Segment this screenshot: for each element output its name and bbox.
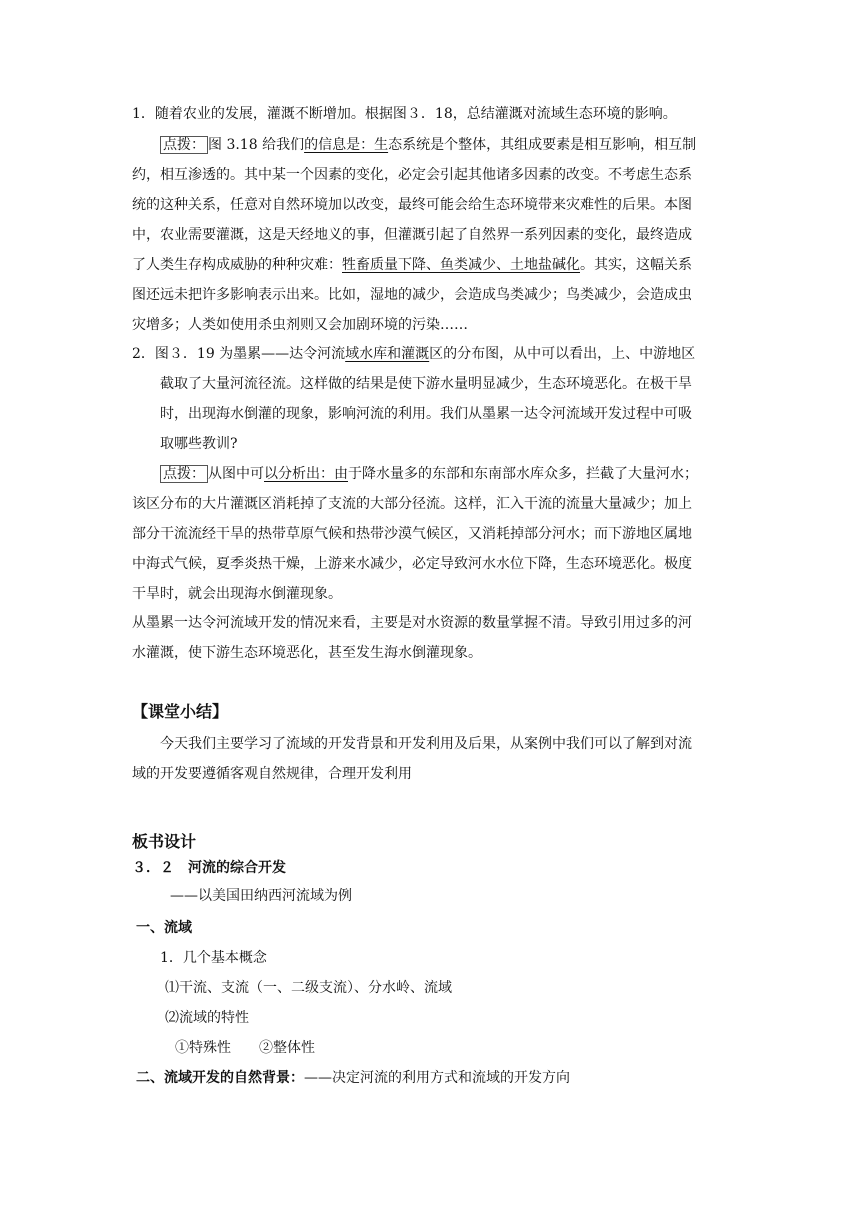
hint-text: 。其实，这幅关系	[580, 257, 692, 273]
hint-2-line-5: 干旱时，就会出现海水倒灌现象。	[132, 586, 342, 602]
question-1: 1．随着农业的发展，灌溉不断增加。根据图３．18，总结灌溉对流域生态环境的影响。	[132, 106, 677, 122]
hint-underlined-text: 的信息是：生	[304, 137, 389, 153]
question-2-line-1	[132, 344, 695, 364]
board-section-1-1-a: ⑴干流、支流（一、二级支流）、分水岭、流域	[165, 980, 452, 996]
hint-2-line-2: 该区分布的大片灌溉区消耗掉了支流的大部分径流。这样，汇入干流的流量大量减少；加上	[132, 496, 692, 512]
hint-2-line-3: 部分干流流经干旱的热带草原气候和热带沙漠气候区，又消耗掉部分河水；而下游地区属地	[132, 526, 692, 542]
hint-1-line-6: 图还远未把许多影响表示出来。比如，湿地的减少，会造成鸟类减少；鸟类减少，会造成虫	[132, 287, 692, 303]
board-section-1-1-b: ⑵流域的特性	[165, 1010, 249, 1026]
hint-1-line-7: 灾增多；人类如使用杀虫剂则又会加剧环境的污染……	[132, 317, 468, 333]
board-section-2	[136, 1068, 570, 1088]
hint-label: 点拨：	[160, 136, 208, 154]
hint-text: 了人类生存构成威胁的种种灾难：	[132, 257, 342, 273]
hint-underlined-text: 以分析出：由	[264, 466, 348, 482]
conclusion-line-1: 从墨累一达令河流域开发的情况来看，主要是对水资源的数量掌握不清。导致引用过多的河	[132, 615, 692, 631]
summary-line-2: 域的开发要遵循客观自然规律，合理开发利用	[132, 766, 412, 782]
question-text: 区的分布图，从中可以看出，上、中游地区	[429, 346, 696, 362]
board-heading: 板书设计	[132, 832, 197, 851]
board-section-1: 一、流域	[136, 920, 192, 936]
hint-1-line-3: 统的这种关系，任意对自然环境加以改变，最终可能会给生态环境带来灾难性的后果。本图	[132, 197, 692, 213]
hint-1-line-2: 约，相互渗透的。其中某一个因素的变化，必定会引起其他诸多因素的改变。不考虑生态系	[132, 167, 692, 183]
question-2-line-4: 取哪些教训?	[160, 436, 238, 452]
hint-underlined-text: 牲畜质量下降、鱼类减少、土地盐碱化	[342, 257, 580, 273]
board-section-1-1: 1．几个基本概念	[160, 950, 267, 966]
board-section-2-text: ——决定河流的利用方式和流域的开发方向	[304, 1070, 570, 1086]
hint-2-line-4: 中海式气候，夏季炎热干燥，上游来水减少，必定导致河水水位下降，生态环境恶化。极度	[132, 556, 692, 572]
board-subtitle: ——以美国田纳西河流域为例	[170, 888, 352, 904]
summary-heading: 【课堂小结】	[132, 702, 229, 721]
board-title: ３．２ 河流的综合开发	[132, 860, 286, 876]
hint-text: 态系统是个整体，其组成要素是相互影响，相互制	[388, 137, 697, 153]
conclusion-line-2: 水灌溉，使下游生态环境恶化，甚至发生海水倒灌现象。	[132, 645, 482, 661]
question-underlined-text: 域水库和灌溉	[345, 346, 430, 362]
hint-text: 图 3.18 给我们	[208, 137, 305, 153]
summary-line-1: 今天我们主要学习了流域的开发背景和开发利用及后果，从案例中我们可以了解到对流	[160, 736, 692, 752]
hint-2-line-1	[160, 464, 698, 484]
question-2-line-2: 截取了大量河流径流。这样做的结果是使下游水量明显减少，生态环境恶化。在极干旱	[160, 376, 692, 392]
question-2-line-3: 时，出现海水倒灌的现象，影响河流的利用。我们从墨累一达令河流域开发过程中可吸	[160, 406, 692, 422]
hint-1-line-1	[160, 135, 696, 155]
hint-1-line-4: 中，农业需要灌溉，这是天经地义的事，但灌溉引起了自然界一系列因素的变化，最终造成	[132, 227, 692, 243]
hint-1-line-5	[132, 255, 692, 275]
hint-text: 于降水量多的东部和东南部水库众多，拦截了大量河水；	[348, 466, 698, 482]
board-section-2-title: 二、流域开发的自然背景：	[136, 1070, 304, 1086]
hint-text: 从图中可	[208, 466, 264, 482]
hint-label: 点拨：	[160, 465, 208, 483]
board-section-1-1-c: ①特殊性 ②整体性	[175, 1040, 315, 1056]
question-text: 2．图３．19 为墨累——达令河流	[132, 346, 346, 362]
